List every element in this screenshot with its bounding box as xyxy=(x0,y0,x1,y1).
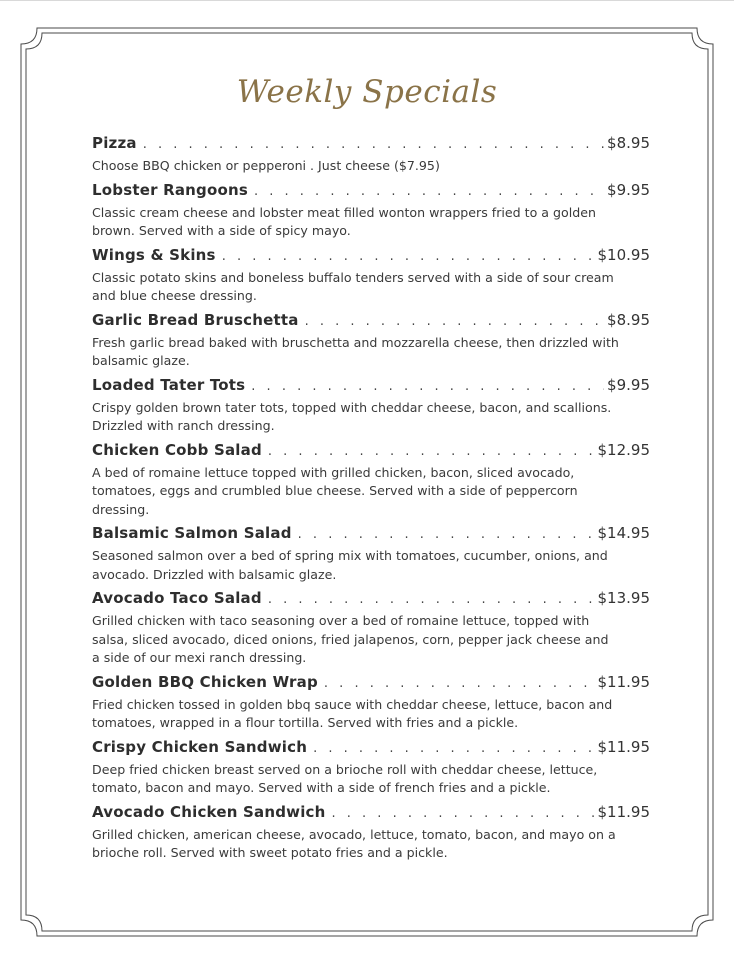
dot-leader xyxy=(305,310,604,334)
menu-item-header xyxy=(92,243,650,269)
menu-item xyxy=(92,521,650,584)
menu-item-price: $14.95 xyxy=(597,524,650,542)
dot-leader xyxy=(268,440,595,464)
menu-item-price: $8.95 xyxy=(607,134,650,152)
menu-item-price: $10.95 xyxy=(597,245,650,264)
menu-item-name: Crispy Chicken Sandwich xyxy=(92,737,308,756)
menu-item xyxy=(92,373,650,436)
menu-item-price: $8.95 xyxy=(607,310,650,329)
menu-item-name: Lobster Rangoons xyxy=(92,180,248,199)
menu-item-header xyxy=(92,178,650,204)
dot-leader xyxy=(254,180,604,204)
menu-item-name: Golden BBQ Chicken Wrap xyxy=(92,672,318,691)
dot-leader xyxy=(313,737,594,761)
menu-item-description: Classic cream cheese and lobster meat filled wonton wrappers fried to a golden brown. Served with a side of spicy mayo. xyxy=(92,204,596,238)
menu-item xyxy=(92,243,650,306)
menu-item-name: Loaded Tater Tots xyxy=(92,375,246,394)
menu-item-name: Avocado Taco Salad xyxy=(92,589,262,607)
page-title: Weekly Specials xyxy=(236,74,498,110)
dot-leader xyxy=(332,802,595,826)
menu-item xyxy=(92,308,650,371)
menu-item-price: $11.95 xyxy=(597,802,650,821)
menu-item xyxy=(92,800,650,863)
menu-item-description: Fresh garlic bread baked with bruschetta and mozzarella cheese, then drizzled with balsamic glaze. xyxy=(92,334,619,368)
menu-item-header xyxy=(92,670,650,696)
menu-item xyxy=(92,586,650,668)
menu-item-description: Deep fried chicken breast served on a brioche roll with cheddar cheese, lettuce, tomato, bacon and mayo. Served with a side of french fries and a pickle. xyxy=(92,761,598,795)
menu-item-name: Garlic Bread Bruschetta xyxy=(92,310,299,329)
menu-item-header xyxy=(92,735,650,761)
dot-leader xyxy=(143,133,604,157)
menu-item-description: Classic potato skins and boneless buffalo tenders served with a side of sour cream and blue cheese dressing. xyxy=(92,269,614,303)
menu-item-price: $9.95 xyxy=(607,180,650,199)
menu-item-price: $12.95 xyxy=(597,440,650,459)
menu-item-price: $11.95 xyxy=(597,672,650,691)
menu-item-name: Balsamic Salmon Salad xyxy=(92,524,292,542)
menu-item-name: Avocado Chicken Sandwich xyxy=(92,802,326,821)
menu-item-description: Grilled chicken with taco seasoning over a bed of romaine lettuce, topped with salsa, sliced avocado, diced onions, fried jalapenos, corn, pepper jack cheese and a side of our mexi ranch dressing. xyxy=(92,613,609,665)
menu-item-header xyxy=(92,438,650,464)
menu-item-header xyxy=(92,521,650,547)
dot-leader xyxy=(298,523,595,547)
menu-item-description: Choose BBQ chicken or pepperoni . Just cheese ($7.95) xyxy=(92,158,440,173)
dot-leader xyxy=(324,672,595,696)
menu-item-description: A bed of romaine lettuce topped with grilled chicken, bacon, sliced avocado, tomatoes, eggs and crumbled blue cheese. Served with a side of peppercorn dressing. xyxy=(92,464,578,517)
menu-item-header xyxy=(92,131,650,157)
menu-item xyxy=(92,131,650,176)
menu-item-description: Crispy golden brown tater tots, topped with cheddar cheese, bacon, and scallions. Drizzled with ranch dressing. xyxy=(92,399,612,433)
menu-item-header xyxy=(92,308,650,334)
menu-item-price: $9.95 xyxy=(607,375,650,394)
menu-item xyxy=(92,178,650,241)
menu-item-header xyxy=(92,586,650,612)
dot-leader xyxy=(251,375,604,399)
menu-item-price: $11.95 xyxy=(597,737,650,756)
dot-leader xyxy=(268,588,595,612)
menu-list xyxy=(92,131,650,865)
menu-item xyxy=(92,670,650,733)
menu-item xyxy=(92,438,650,520)
dot-leader xyxy=(222,245,595,269)
menu-item-description: Seasoned salmon over a bed of spring mix with tomatoes, cucumber, onions, and avocado. Drizzled with balsamic glaze. xyxy=(92,548,608,582)
menu-item-name: Chicken Cobb Salad xyxy=(92,440,262,459)
menu-item xyxy=(92,735,650,798)
menu-item-name: Wings & Skins xyxy=(92,245,216,264)
menu-item-description: Fried chicken tossed in golden bbq sauce with cheddar cheese, lettuce, bacon and tomatoes, wrapped in a flour tortilla. Served with fries and a pickle. xyxy=(92,696,613,730)
menu-item-header xyxy=(92,373,650,399)
menu-item-description: Grilled chicken, american cheese, avocado, lettuce, tomato, bacon, and mayo on a brioche roll. Served with sweet potato fries and a pickle. xyxy=(92,826,616,860)
menu-item-price: $13.95 xyxy=(597,589,650,607)
menu-item-name: Pizza xyxy=(92,134,137,152)
menu-item-header xyxy=(92,800,650,826)
